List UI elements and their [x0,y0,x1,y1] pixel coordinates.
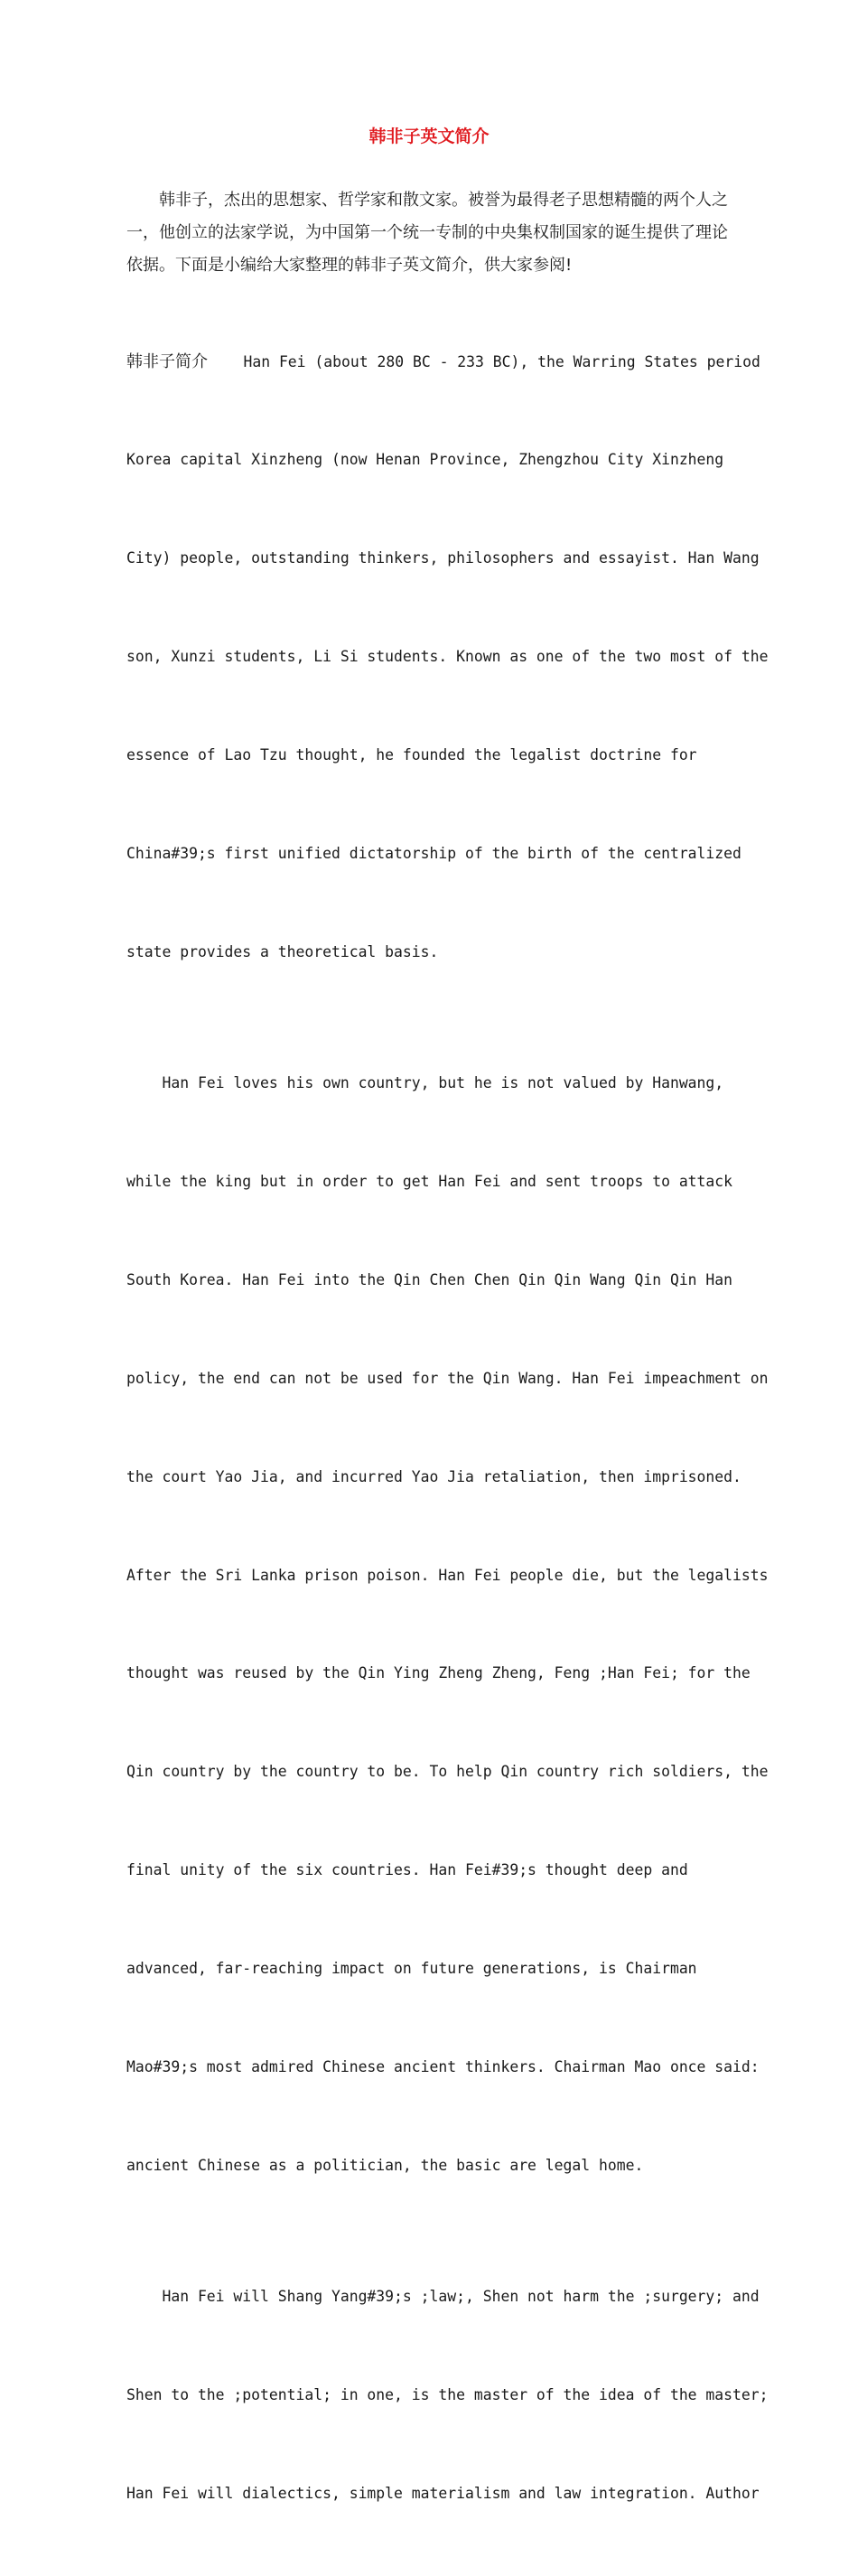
paragraph-2-line: ancient Chinese as a politician, the basic are legal home. [126,2156,644,2174]
intro-paragraph: 韩非子，杰出的思想家、哲学家和散文家。被誉为最得老子思想精髓的两个人之一，他创立的法家学说，为中国第一个统一专制的中央集权制国家的诞生提供了理论依据。下面是小编给大家整理的韩非子英文简介，供大家参阅! [126,191,728,275]
paragraph-1-line: essence of Lao Tzu thought, he founded the legalist doctrine for [126,746,697,764]
paragraph-3-line: Han Fei will Shang Yang#39;s ;law;, Shen not harm the ;surgery; and [126,2288,760,2306]
paragraph-3-line: Han Fei will dialectics, simple materialism and law integration. Author [126,2484,760,2502]
document-body [126,280,769,2576]
paragraph-2-line: South Korea. Han Fei into the Qin Chen Chen Qin Qin Wang Qin Qin Han [126,1270,733,1288]
paragraph-1-line-1: 韩非子简介 Han Fei (about 280 BC - 233 BC), the Warring States period [126,351,760,371]
paragraph-2-line: advanced, far-reaching impact on future generations, is Chairman [126,1960,697,1978]
paragraph-2-line: final unity of the six countries. Han Fei#39;s thought deep and [126,1861,688,1879]
paragraph-3-line: Shen to the ;potential; in one, is the master of the idea of the master; [126,2386,769,2403]
paragraph-2-line: the court Yao Jia, and incurred Yao Jia retaliation, then imprisoned. [126,1467,741,1485]
paragraph-2-line: Mao#39;s most admired Chinese ancient thinkers. Chairman Mao once said: [126,2058,760,2076]
section-label: 韩非子简介 [126,351,208,371]
paragraph-1-line: son, Xunzi students, Li Si students. Known as one of the two most of the [126,648,769,666]
paragraph-1-line: Korea capital Xinzheng (now Henan Province, Zhengzhou City Xinzheng [126,451,724,469]
document-title: 韩非子英文简介 [368,126,490,146]
paragraph-1-line: China#39;s first unified dictatorship of the birth of the centralized [126,845,741,863]
paragraph-2-line: policy, the end can not be used for the Qin Wang. Han Fei impeachment on [126,1369,769,1387]
paragraph-1-line: City) people, outstanding thinkers, philosophers and essayist. Han Wang [126,549,760,567]
paragraph-1-line: state provides a theoretical basis. [126,942,439,960]
paragraph-2-line: Qin country by the country to be. To help Qin country rich soldiers, the [126,1763,769,1781]
paragraph-2-line: Han Fei loves his own country, but he is not valued by Hanwang, [126,1074,724,1092]
paragraph-2-line: thought was reused by the Qin Ying Zheng Zheng, Feng ;Han Fei; for the [126,1664,751,1682]
paragraph-2-line: while the king but in order to get Han Fei and sent troops to attack [126,1173,733,1191]
paragraph-2-line: After the Sri Lanka prison poison. Han Fei people die, but the legalists [126,1566,769,1584]
